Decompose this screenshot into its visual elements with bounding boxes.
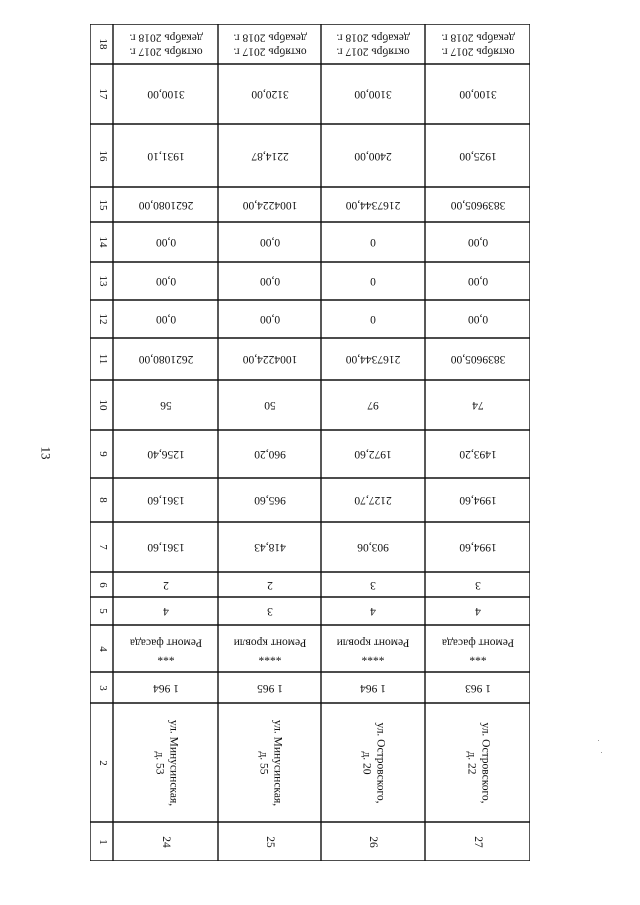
cell-text-line: октябрь 2017 г. — [336, 45, 410, 58]
address-cell — [463, 722, 492, 803]
value-cell-col-11: 1004224,00 — [242, 353, 297, 366]
value-cell-col-16: 1931,10 — [146, 149, 185, 162]
value-cell-col-11: 2621080,00 — [138, 353, 193, 366]
row-number-cell: 24 — [159, 835, 172, 848]
value-cell-col-8: 1361,60 — [146, 494, 185, 507]
repair-type-cell — [233, 634, 306, 663]
cell-text-line: Ремонт фасада — [441, 635, 514, 648]
column-number: 2 — [96, 759, 109, 766]
row-number-cell: 26 — [367, 835, 380, 848]
column-number: 7 — [96, 544, 109, 550]
cell-text-line: Ремонт кровли — [233, 635, 306, 648]
address-cell — [359, 722, 388, 803]
value-cell-col-8: 2127,70 — [354, 494, 392, 507]
column-number: 15 — [96, 199, 109, 210]
value-cell-col-11: 3839605,00 — [450, 353, 505, 366]
value-cell-col-17: 3100,00 — [458, 88, 497, 101]
value-cell-col-7: 418,43 — [253, 541, 286, 554]
cell-text-line: **** — [361, 649, 385, 662]
cell-text-line: декабрь 2018 г. — [440, 31, 515, 43]
value-cell-col-9: 1972,60 — [354, 448, 392, 461]
column-number: 12 — [96, 313, 109, 325]
row-number-cell: 25 — [263, 835, 276, 848]
value-cell-col-12: 0 — [370, 313, 376, 326]
value-cell-col-12: 0,00 — [259, 313, 280, 326]
value-cell-col-5: 3 — [266, 605, 273, 618]
column-number: 6 — [96, 581, 109, 588]
cell-text-line: Ремонт фасада — [129, 635, 202, 648]
value-cell-col-9: 1256,40 — [146, 448, 185, 461]
cell-text-line: октябрь 2017 г. — [232, 45, 307, 58]
value-cell-col-14: 0,00 — [467, 236, 488, 249]
cell-text-line: ул. Минусинская, — [166, 719, 179, 806]
period-cell — [336, 30, 409, 59]
cell-text-line: д. 20 — [360, 750, 372, 775]
value-cell-col-10: 97 — [367, 399, 379, 412]
cell-text-line: декабрь 2018 г. — [336, 31, 410, 43]
value-cell-col-10: 74 — [471, 399, 484, 412]
address-cell — [151, 719, 180, 805]
column-number: 11 — [96, 353, 109, 365]
value-cell-col-12: 0,00 — [155, 313, 176, 326]
cell-text-line: ул. Минусинская, — [270, 719, 283, 806]
cell-text-line: октябрь 2017 г. — [440, 45, 515, 58]
value-cell-col-5: 4 — [474, 605, 481, 618]
column-number: 10 — [96, 399, 109, 411]
value-cell-col-17: 3100,00 — [354, 88, 392, 101]
column-number: 5 — [96, 608, 109, 614]
value-cell-col-7: 1361,60 — [146, 541, 185, 554]
cell-text-line: Ремонт кровли — [336, 635, 410, 648]
value-cell-col-6: 3 — [370, 578, 376, 591]
period-cell — [441, 30, 514, 59]
value-cell-col-5: 4 — [162, 605, 169, 618]
cell-text-line: декабрь 2018 г. — [128, 31, 203, 43]
scan-speck — [601, 752, 602, 753]
value-cell-col-14: 0,00 — [259, 236, 280, 249]
cell-text-line: д. 53 — [152, 750, 165, 775]
period-cell — [233, 30, 306, 59]
value-cell-col-13: 0 — [370, 275, 376, 288]
column-number: 14 — [96, 236, 109, 248]
column-number: 8 — [96, 497, 109, 503]
repair-type-cell — [337, 634, 410, 663]
value-cell-col-8: 1994,60 — [458, 494, 497, 507]
column-number: 13 — [96, 275, 109, 287]
cell-text-line: *** — [468, 649, 487, 662]
value-cell-col-6: 3 — [474, 578, 481, 591]
value-cell-col-14: 0,00 — [155, 236, 176, 249]
value-cell-col-13: 0,00 — [259, 275, 280, 288]
cell-text-line: **** — [258, 649, 282, 662]
scan-speck — [598, 740, 599, 741]
value-cell-col-16: 2214,87 — [250, 149, 289, 162]
year-cell: 1 965 — [256, 681, 283, 694]
value-cell-col-13: 0,00 — [467, 275, 488, 288]
cell-text-line: октябрь 2017 г. — [128, 45, 203, 58]
value-cell-col-16: 1925,00 — [458, 149, 497, 162]
column-number: 9 — [96, 451, 109, 457]
value-cell-col-13: 0,00 — [155, 275, 176, 288]
page-number: 13 — [38, 446, 54, 460]
cell-text-line: д. 55 — [256, 750, 269, 775]
value-cell-col-14: 0 — [370, 236, 376, 249]
year-cell: 1 963 — [464, 681, 491, 694]
value-cell-col-16: 2400,00 — [354, 149, 392, 162]
value-cell-col-6: 2 — [266, 578, 273, 591]
address-cell — [255, 719, 284, 805]
column-number: 16 — [96, 150, 109, 161]
value-cell-col-15: 2167344,00 — [345, 198, 401, 211]
value-cell-col-5: 4 — [370, 605, 376, 618]
repair-type-cell — [441, 634, 513, 663]
row-number-cell: 27 — [471, 835, 484, 848]
value-cell-col-15: 1004224,00 — [242, 198, 297, 211]
cell-text-line: д. 22 — [464, 750, 477, 775]
value-cell-col-10: 56 — [159, 399, 172, 412]
column-number: 4 — [96, 645, 109, 652]
cell-text-line: ул. Островского, — [478, 721, 491, 804]
value-cell-col-10: 50 — [263, 399, 276, 412]
value-cell-col-15: 3839605,00 — [450, 198, 505, 211]
value-cell-col-8: 965,60 — [253, 494, 286, 507]
value-cell-col-9: 960,20 — [253, 448, 286, 461]
value-cell-col-7: 1994,60 — [458, 541, 497, 554]
value-cell-col-11: 2167344,00 — [345, 353, 401, 366]
cell-text-line: декабрь 2018 г. — [232, 31, 307, 43]
value-cell-col-7: 903,06 — [357, 541, 389, 554]
value-cell-col-17: 3120,00 — [250, 88, 289, 101]
value-cell-col-17: 3100,00 — [146, 88, 185, 101]
value-cell-col-12: 0,00 — [467, 313, 488, 326]
value-cell-col-9: 1493,20 — [458, 448, 497, 461]
cell-text-line: ул. Островского, — [374, 721, 387, 804]
column-number: 3 — [96, 684, 109, 691]
year-cell: 1 964 — [360, 681, 386, 694]
cell-text-line: *** — [156, 649, 175, 662]
year-cell: 1 964 — [152, 681, 179, 694]
repair-type-cell — [129, 634, 201, 663]
column-number: 17 — [96, 88, 109, 100]
value-cell-col-15: 2621080,00 — [138, 198, 193, 211]
period-cell — [129, 30, 202, 59]
value-cell-col-6: 2 — [162, 578, 169, 591]
column-number: 1 — [96, 838, 109, 845]
column-number: 18 — [96, 38, 109, 50]
